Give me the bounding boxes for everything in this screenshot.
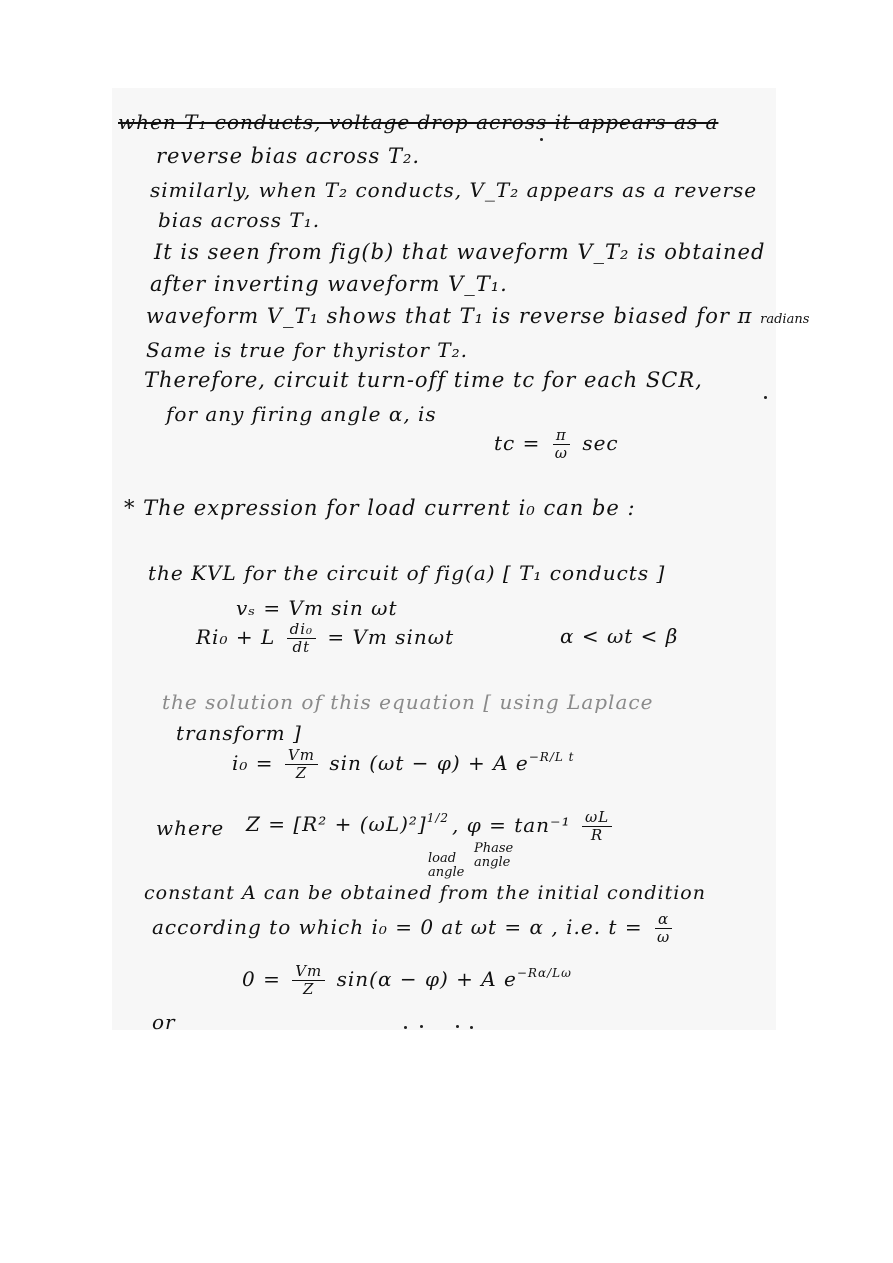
text-line: similarly, when T₂ conducts, V_T₂ appears as a reverse — [150, 178, 758, 202]
ink-dot — [470, 1026, 473, 1029]
text-line: It is seen from fig(b) that waveform V_T₂ is obtained — [154, 240, 766, 264]
text-line: constant A can be obtained from the initial condition — [144, 882, 706, 904]
text-line: or — [152, 1010, 176, 1034]
text-line: transform ] — [176, 721, 302, 745]
text-line: bias across T₁. — [158, 208, 321, 232]
turn-off-time-equation: tc = $\frac{\pi}{\omega}$ sec — [494, 426, 619, 462]
struck-out-line: when T₁ conducts, voltage drop across it appears as a — [118, 110, 719, 134]
text-line: where — [156, 816, 225, 840]
source-voltage-equation: vₛ = Vm sin ωt — [236, 596, 398, 620]
initial-condition-equation: 0 = $\frac{Vm}{Z}$ sin(α − φ) + A $e^{-R\alpha/L\omega}$ — [242, 962, 572, 998]
conduction-interval: α < ωt < β — [560, 624, 679, 648]
phase-angle-note: Phase angle — [474, 841, 514, 870]
text-line: the KVL for the circuit of fig(a) [ T₁ conducts ] — [148, 561, 666, 585]
kvl-equation: Ri₀ + L $\frac{\text{di₀}}{dt}$ = Vm sinωt — [196, 620, 455, 656]
text-line: reverse bias across T₂. — [156, 144, 421, 168]
text-line: after inverting waveform V_T₁. — [150, 272, 508, 296]
ink-dot — [764, 396, 767, 399]
ink-dot — [540, 138, 543, 141]
text-line: Same is true for thyristor T₂. — [146, 338, 468, 362]
load-current-solution: i₀ = $\frac{Vm}{Z}$ sin (ωt − φ) + A $e^{-R/L t}$ — [232, 746, 575, 782]
text-fragment: waveform V_T₁ shows that T₁ is reverse biased for π — [146, 304, 753, 328]
text-line: Therefore, circuit turn-off time tc for each SCR, — [144, 368, 703, 392]
load-angle-note: load angle — [428, 851, 465, 880]
text-line-faint: the solution of this equation [ using Laplace — [162, 690, 654, 714]
text-line: for any firing angle α, is — [166, 402, 437, 426]
text-line — [146, 306, 809, 327]
radians-note: radians — [760, 312, 810, 327]
ink-dot — [404, 1026, 407, 1029]
section-heading: * The expression for load current i₀ can be : — [124, 496, 636, 520]
ink-dot — [420, 1025, 423, 1028]
phase-angle-definition: , φ = tan⁻¹ $\frac{\omega L}{R}$ — [452, 810, 616, 843]
text-line: according to which i₀ = 0 at ωt = α , i.e. t = $\frac{\alpha}{\omega}$ — [152, 910, 671, 946]
impedance-definition: $Z = [R^2 + (\omega L)^2]^{1/2}$ — [246, 811, 450, 836]
ink-dot — [456, 1025, 459, 1028]
